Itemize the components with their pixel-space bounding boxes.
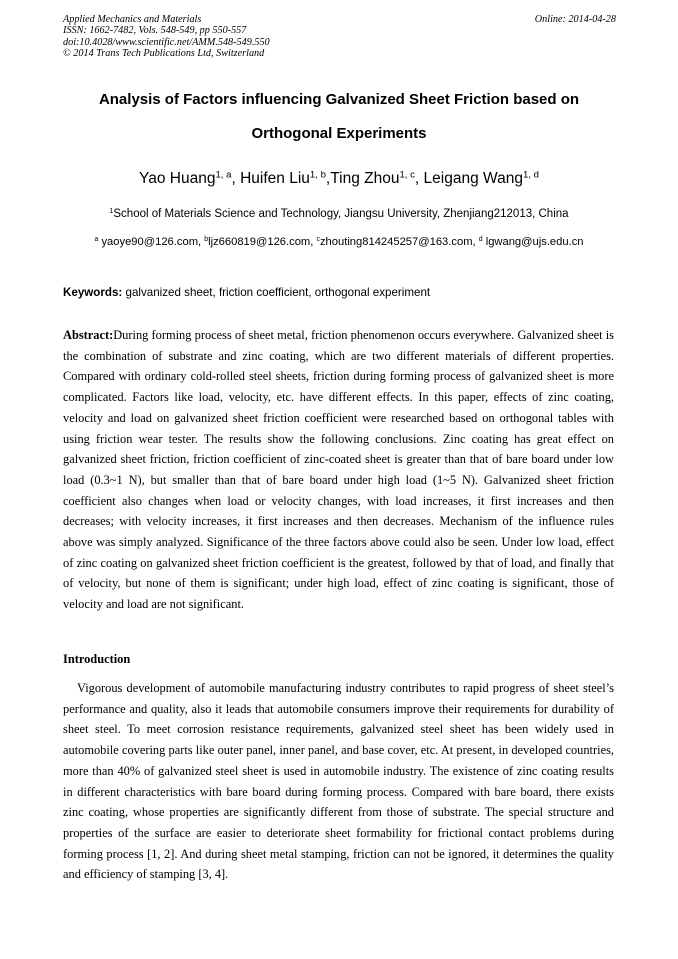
- author-affiliation-mark: 1, b: [309, 169, 326, 181]
- affiliation-mark: 1: [109, 207, 114, 216]
- affiliation-text: School of Materials Science and Technology, Jiangsu University, Zhenjiang212013, China: [113, 208, 569, 220]
- keywords: [63, 286, 616, 299]
- email-mark: b: [204, 236, 209, 244]
- author-name: Yao Huang: [139, 170, 216, 187]
- author-affiliation-mark: 1, d: [522, 169, 539, 181]
- journal-doi: doi:10.4028/www.scientific.net/AMM.548-549.550: [63, 36, 270, 48]
- introduction-paragraph: Vigorous development of automobile manufacturing industry contributes to rapid progress of sheet steel’s performance and quality, also it leads that automobile consumers improve their requirements for durability of sheet steel. To meet corrosion resistance requirements, galvanized steel sheet has been widely used in automobile covering parts like outer panel, inner panel, and base cover, etc. At present, in developed countries, more than 40% of galvanized steel sheet is used in automobile industry. The existence of zinc coating results in different characteristics with bare board during forming process. Compared with bare board, there exists zinc coating, whose properties are significantly different from those of substrate. The special structure and properties of the surface are easier to deteriorate sheet formability for frictional contact problems during forming process [1, 2]. And during sheet metal stamping, friction can not be ignored, it determines the quality and efficiency of stamping [3, 4].: [63, 681, 614, 882]
- journal-name: Applied Mechanics and Materials: [63, 14, 202, 25]
- author-separator: ,: [414, 170, 424, 187]
- affiliation: [40, 208, 638, 220]
- journal-header: [63, 14, 616, 59]
- keywords-label: Keywords:: [63, 286, 123, 299]
- online-date: Online: 2014-04-28: [534, 14, 616, 25]
- keywords-text: galvanized sheet, friction coefficient, orthogonal experiment: [122, 286, 431, 299]
- abstract-text: During forming process of sheet metal, friction phenomenon occurs everywhere. Galvanized sheet is the combination of substrate and zinc coating, which are two different materials of different properties. Compared with ordinary cold-rolled steel sheets, friction during forming process of galvanized sheet is more complicated. Factors like load, velocity, etc. have different effects. In this paper, effects of zinc coating, velocity and load on galvanized sheet friction coefficient were researched based on orthogonal tables with using friction wear tester. The results show the following conclusions. Zinc coating has great effect on galvanized sheet friction, friction coefficient of zinc-coated sheet is greater than that of bare board under low load (0.3~1 N), but smaller than that of bare board under high load (1~5 N). Galvanized sheet friction coefficient also changes when load or velocity changes, with load increases, it first increases and then decreases; with velocity increases, it first increases and then decreases. Mechanism of the influence rules above was simply analyzed. Significance of the three factors above could also be seen. Under low load, effect of zinc coating on galvanized sheet friction coefficient is the greatest, followed by that of load, and finally that of velocity, but none of them is significant; under high load, effect of zinc coating is significant, those of velocity and load are not significant.: [63, 328, 614, 612]
- email-mark: d: [478, 236, 483, 244]
- email-address: ljz660819@126.com,: [208, 236, 317, 248]
- email-list: [40, 236, 638, 248]
- author-affiliation-mark: 1, a: [215, 169, 232, 181]
- email-address: zhouting814245257@163.com,: [319, 236, 479, 248]
- author-name: Ting Zhou: [330, 170, 400, 187]
- email-mark: a: [94, 236, 99, 244]
- abstract-label: Abstract:: [63, 328, 114, 342]
- abstract: [63, 325, 614, 615]
- email-address: lgwang@ujs.edu.cn: [482, 236, 584, 248]
- paper-title-line-2: Orthogonal Experiments: [251, 125, 427, 142]
- paper-title-line-1: Analysis of Factors influencing Galvanized Sheet Friction based on: [98, 91, 580, 108]
- author-list: [40, 170, 638, 188]
- author-name: Huifen Liu: [240, 170, 310, 187]
- introduction-heading: Introduction: [63, 652, 131, 666]
- journal-copyright: © 2014 Trans Tech Publications Ltd, Switzerland: [63, 47, 265, 59]
- author-affiliation-mark: 1, c: [399, 169, 415, 181]
- author-separator: ,: [325, 170, 331, 187]
- author-name: Leigang Wang: [423, 170, 523, 187]
- author-separator: ,: [231, 170, 241, 187]
- email-mark: c: [316, 236, 320, 244]
- journal-issn: ISSN: 1662-7482, Vols. 548-549, pp 550-557: [63, 25, 247, 37]
- email-address: yaoye90@126.com,: [98, 236, 205, 248]
